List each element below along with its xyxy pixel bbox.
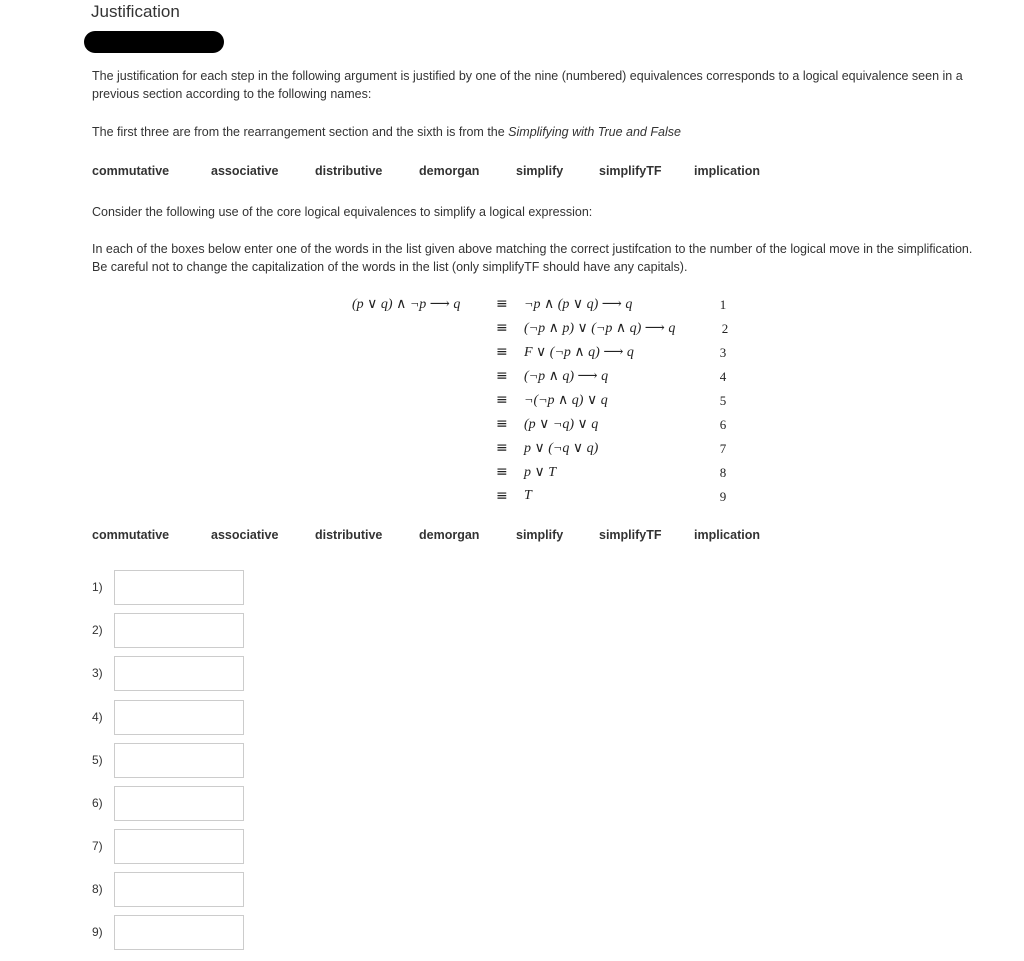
step-number-8: 8 xyxy=(719,465,727,480)
equiv-symbol: ≡ xyxy=(496,392,508,408)
term-distributive: distributive xyxy=(315,164,383,178)
term-implication: implication xyxy=(694,528,760,542)
term-distributive: distributive xyxy=(315,528,383,542)
redacted-name-block xyxy=(84,31,224,53)
derivation-step-9: T xyxy=(524,488,532,503)
answer-input-7[interactable] xyxy=(114,829,244,864)
note-paragraph xyxy=(92,123,681,141)
equiv-symbol: ≡ xyxy=(496,296,508,312)
note-italic-reference: Simplifying with True and False xyxy=(508,125,681,139)
answer-input-3[interactable] xyxy=(114,656,244,691)
step-number-6: 6 xyxy=(719,417,727,432)
derivation-lhs: (p ∨ q) ∧ ¬p ⟶ q xyxy=(352,297,461,312)
term-simplify: simplify xyxy=(516,528,564,542)
derivation-step-8: p ∨ T xyxy=(524,465,557,480)
instructions-paragraph: In each of the boxes below enter one of the words in the list given above matching the correct justifcation to the number of the logical move in the simplification. Be careful not to change the capitalization of the words in the list (only simplifyTF should have any capitals). xyxy=(92,242,973,274)
answer-label-8: 8) xyxy=(92,882,103,896)
step-number-9: 9 xyxy=(719,489,727,504)
answer-label-2: 2) xyxy=(92,623,103,637)
answer-label-9: 9) xyxy=(92,925,103,939)
answer-label-3: 3) xyxy=(92,666,103,680)
note-text: The first three are from the rearrangement section and the sixth is from the xyxy=(92,125,509,139)
derivation-step-4: (¬p ∧ q) ⟶ q xyxy=(524,369,609,384)
step-number-3: 3 xyxy=(719,345,727,360)
step-number-1: 1 xyxy=(719,297,727,312)
derivation-step-6: (p ∨ ¬q) ∨ q xyxy=(524,417,599,432)
term-demorgan: demorgan xyxy=(419,528,480,542)
answer-input-2[interactable] xyxy=(114,613,244,648)
term-implication: implication xyxy=(694,164,760,178)
step-number-7: 7 xyxy=(719,441,727,456)
answer-input-9[interactable] xyxy=(114,915,244,950)
step-number-4: 4 xyxy=(719,369,727,384)
derivation-step-1: ¬p ∧ (p ∨ q) ⟶ q xyxy=(524,297,633,312)
equiv-symbol: ≡ xyxy=(496,416,508,432)
answer-input-5[interactable] xyxy=(114,743,244,778)
derivation-step-7: p ∨ (¬q ∨ q) xyxy=(524,441,599,456)
answer-label-7: 7) xyxy=(92,839,103,853)
term-simplifytf: simplifyTF xyxy=(599,164,662,178)
term-associative: associative xyxy=(211,164,279,178)
answer-input-6[interactable] xyxy=(114,786,244,821)
derivation-step-2: (¬p ∧ p) ∨ (¬p ∧ q) ⟶ q xyxy=(524,321,676,336)
step-number-2: 2 xyxy=(721,321,729,336)
intro-paragraph: The justification for each step in the following argument is justified by one of the nine (numbered) equivalences corresponds to a logical equivalence seen in a previous section according to the following names: xyxy=(92,69,963,101)
answer-input-1[interactable] xyxy=(114,570,244,605)
answer-label-4: 4) xyxy=(92,710,103,724)
equiv-symbol: ≡ xyxy=(496,464,508,480)
step-number-5: 5 xyxy=(719,393,727,408)
equiv-symbol: ≡ xyxy=(496,368,508,384)
term-simplify: simplify xyxy=(516,164,564,178)
answer-input-4[interactable] xyxy=(114,700,244,735)
consider-paragraph: Consider the following use of the core logical equivalences to simplify a logical expression: xyxy=(92,205,593,219)
equiv-symbol: ≡ xyxy=(496,488,508,504)
term-associative: associative xyxy=(211,528,279,542)
term-commutative: commutative xyxy=(92,528,170,542)
term-demorgan: demorgan xyxy=(419,164,480,178)
equiv-symbol: ≡ xyxy=(496,344,508,360)
equiv-symbol: ≡ xyxy=(496,440,508,456)
answer-label-1: 1) xyxy=(92,580,103,594)
answer-label-6: 6) xyxy=(92,796,103,810)
equiv-symbol: ≡ xyxy=(496,320,508,336)
answer-label-5: 5) xyxy=(92,753,103,767)
answer-input-8[interactable] xyxy=(114,872,244,907)
derivation-step-5: ¬(¬p ∧ q) ∨ q xyxy=(524,393,608,408)
term-commutative: commutative xyxy=(92,164,170,178)
page-title: Justification xyxy=(91,2,180,21)
derivation-step-3: F ∨ (¬p ∧ q) ⟶ q xyxy=(524,345,634,360)
term-simplifytf: simplifyTF xyxy=(599,528,662,542)
